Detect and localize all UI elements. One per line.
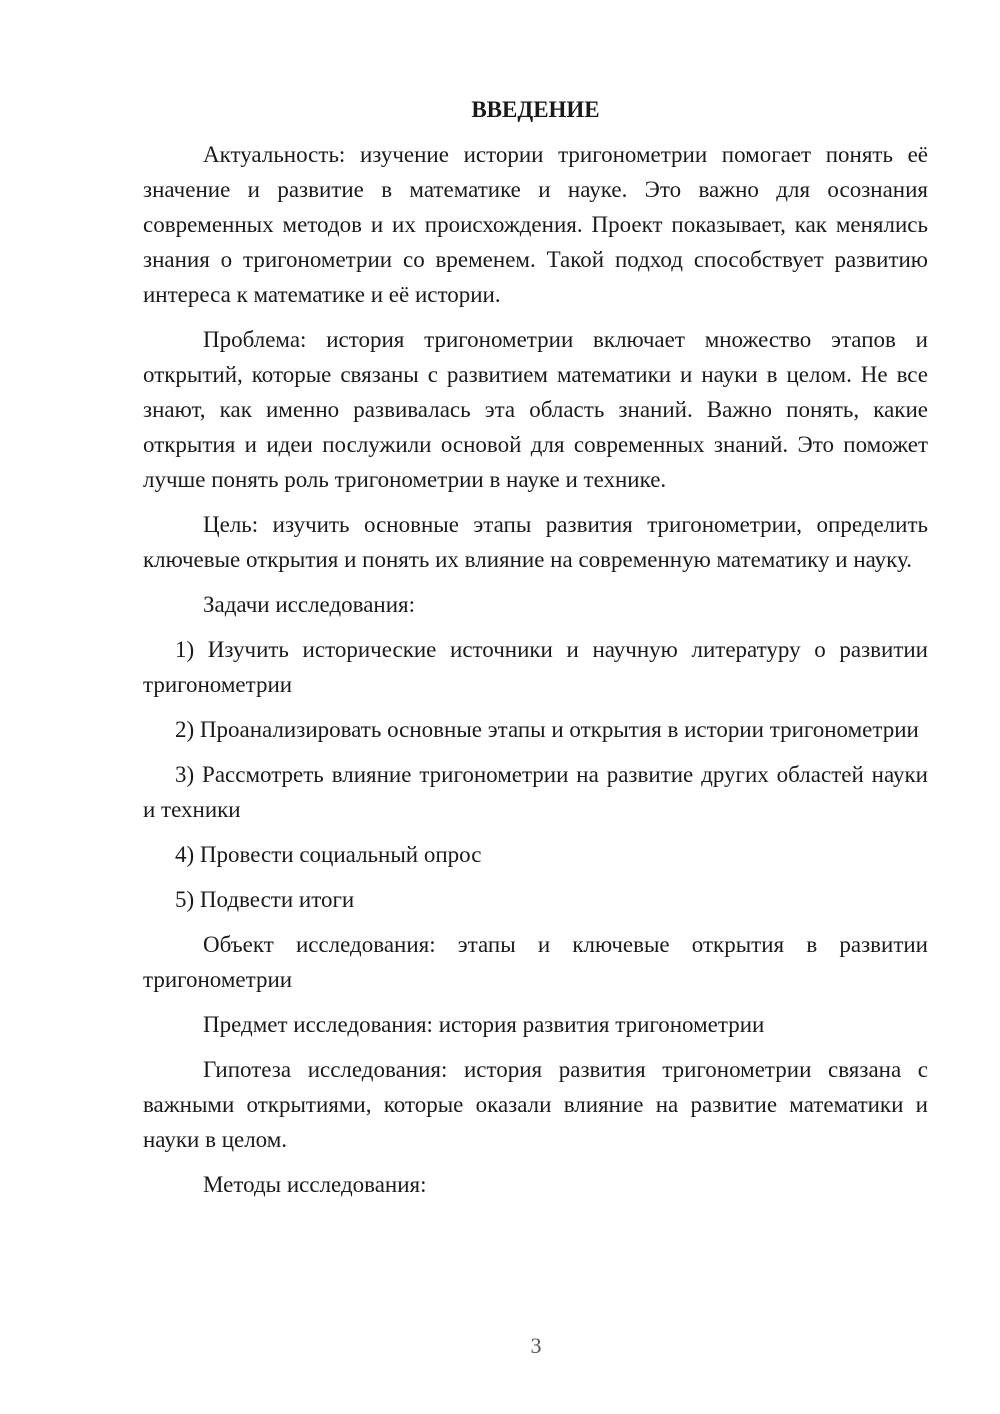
hypothesis-paragraph: Гипотеза исследования: история развития тригонометрии связана с важными открытиями, которые оказали влияние на развитие математики и науки в целом. [143, 1057, 928, 1152]
subject-paragraph: Предмет исследования: история развития тригонометрии [203, 1012, 765, 1037]
task-item-4: 4) Провести социальный опрос [175, 842, 482, 867]
relevance-paragraph: Актуальность: изучение истории тригонометрии помогает понять её значение и развитие в математике и науке. Это важно для осознания современных методов и их происхождения. Проект показывает, как менялись знания о тригонометрии со временем. Такой подход способствует развитию интереса к математике и её истории. [143, 142, 928, 307]
methods-heading: Методы исследования: [203, 1172, 427, 1197]
page-number: 3 [530, 1333, 542, 1358]
object-paragraph: Объект исследования: этапы и ключевые открытия в развитии тригонометрии [143, 932, 928, 992]
task-item-2: 2) Проанализировать основные этапы и открытия в истории тригонометрии [175, 717, 919, 742]
problem-paragraph: Проблема: история тригонометрии включает множество этапов и открытий, которые связаны с развитием математики и науки в целом. Не все знают, как именно развивалась эта область знаний. Важно понять, какие открытия и идеи послужили основой для современных знаний. Это поможет лучше понять роль тригонометрии в науке и технике. [143, 327, 928, 492]
section-title: ВВЕДЕНИЕ [471, 97, 600, 122]
goal-paragraph: Цель: изучить основные этапы развития тригонометрии, определить ключевые открытия и понять их влияние на современную математику и науку. [143, 512, 928, 572]
tasks-heading: Задачи исследования: [203, 592, 416, 617]
task-item-3: 3) Рассмотреть влияние тригонометрии на развитие других областей науки и техники [143, 762, 928, 822]
page-content [143, 92, 928, 1212]
task-item-5: 5) Подвести итоги [175, 887, 355, 912]
task-item-1: 1) Изучить исторические источники и научную литературу о развитии тригонометрии [143, 637, 928, 697]
